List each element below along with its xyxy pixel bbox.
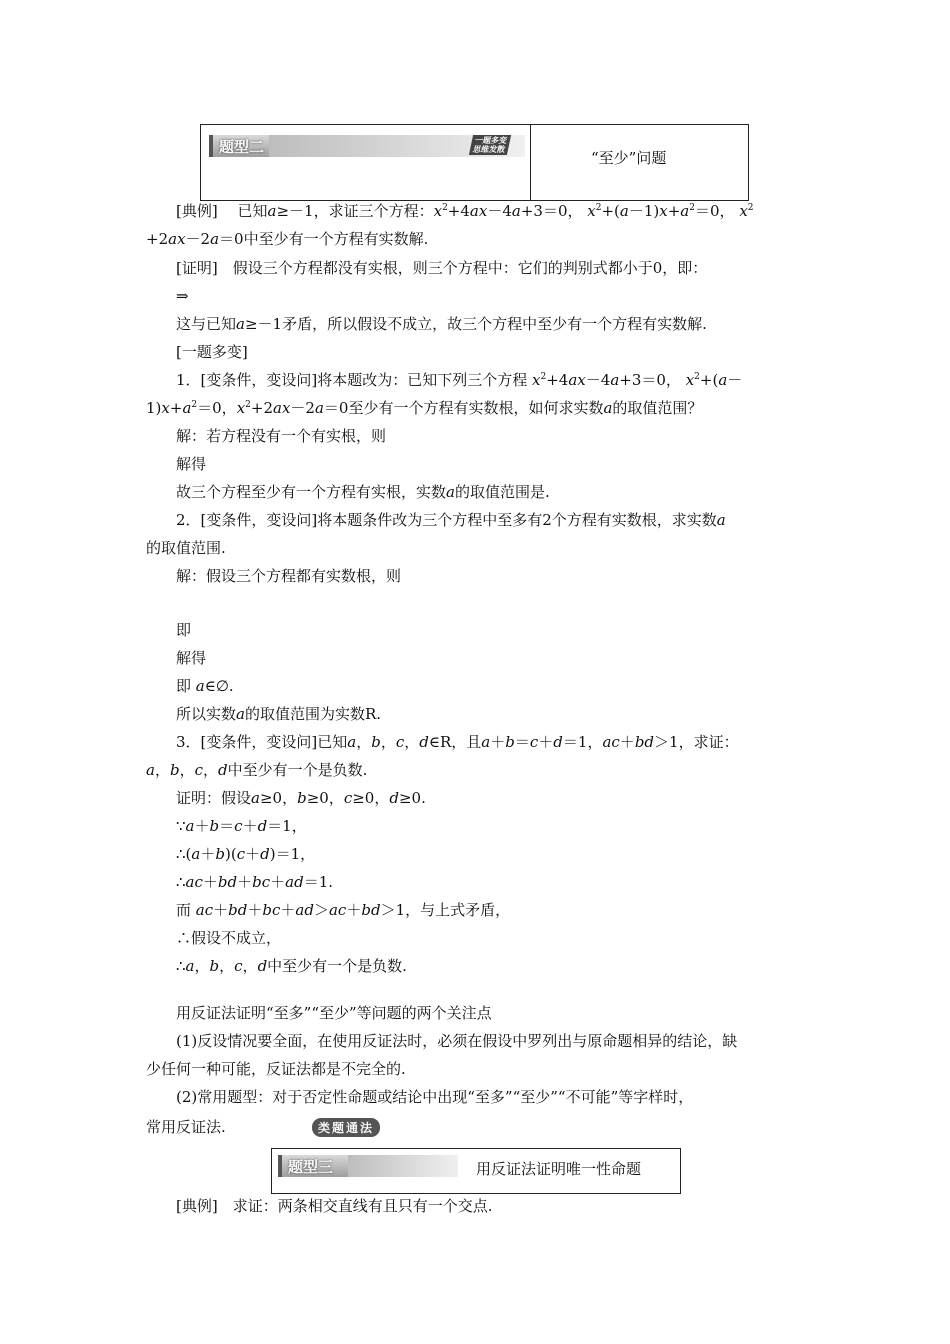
variant3-proof3: ∴(a＋b)(c＋d)＝1，: [176, 845, 316, 863]
summary-point1-b: 少任何一种可能，反证法都是不完全的.: [146, 1060, 406, 1078]
text: +: [169, 399, 183, 417]
example2-line: [176, 1196, 493, 1216]
example1-line1: [典例] 已知a≥－1，求证三个方程：$x^2+4ax-4a+3=0$， $x^2+(a-1)x+a^2=0$， $x^2$: [176, 202, 754, 220]
text: －2: [290, 399, 315, 417]
text: +(: [601, 202, 620, 220]
text: ≥0，: [352, 789, 390, 807]
variant2-line1: 2．[变条件，变设问]将本题条件改为三个方程中至多有2个方程有实数根，求实数a: [176, 511, 726, 529]
text: ＝0，: [197, 399, 237, 417]
badge-line-1: 一题多变: [474, 136, 508, 145]
variant3-proof2: ∵a＋b＝c＋d＝1，: [176, 817, 307, 835]
text: 3．[变条件，变设问]已知: [176, 733, 348, 751]
text: ＝1，: [275, 845, 316, 863]
text: －4: [487, 202, 512, 220]
text: 这与已知: [176, 315, 237, 333]
text: ∈R，且: [428, 733, 482, 751]
text: 2．[变条件，变设问]将本题条件改为三个方程中至多有2个方程有实数根，求实数: [176, 511, 717, 529]
text: 已知: [237, 202, 268, 220]
variant3-proof6: ∴假设不成立，: [176, 929, 282, 947]
variant1-solution2: 解得: [176, 455, 207, 473]
text: +2: [250, 399, 274, 417]
text: 的取值范围？: [612, 399, 703, 417]
variant3-proof7: ∴a，b，c，d中至少有一个是负数.: [176, 957, 407, 975]
text: +: [667, 202, 681, 220]
text: 的取值范围是.: [454, 483, 550, 501]
proof-text: 假设三个方程都没有实根，则三个方程中：它们的判别式都小于0，即：: [232, 259, 708, 277]
variant1-solution1: 解：若方程没有一个有实根，则: [176, 427, 387, 445]
type-two-label: 题型二: [219, 138, 265, 156]
summary-point1-a: (1)反设情况要全面，在使用反证法时，必须在假设中罗列出与原命题相异的结论，缺: [176, 1032, 738, 1050]
variation-badge: [469, 135, 511, 155]
text: ≥0，: [259, 789, 298, 807]
badge-line-2: 思维发散: [472, 145, 506, 154]
text: 中至少有一个是负数.: [227, 761, 368, 779]
text: 所以实数: [176, 705, 237, 723]
proof-line: [176, 258, 707, 278]
type-two-divider: [530, 124, 531, 201]
variant3-line2: a，b，c，d中至少有一个是负数.: [146, 761, 368, 779]
example-label: [典例]: [176, 1197, 218, 1215]
summary-point2-b: 常用反证法.: [146, 1118, 226, 1136]
type-three-header-box: [271, 1148, 681, 1194]
variant1-line2: $1)x+a^2=0$，$x^2+2ax-2a=0$至少有一个方程有实数根，如何求实数a的取值范围？: [146, 399, 703, 417]
variant3-proof4: ∴ac＋bd＋bc＋ad＝1.: [176, 873, 334, 891]
text: －2: [185, 230, 211, 248]
type-three-title: 用反证法证明唯一性命题: [476, 1160, 642, 1178]
text: +4: [546, 371, 569, 389]
summary-point2-a: (2)常用题型：对于否定性命题或结论中出现“至多”“至少”“不可能”等字样时，: [176, 1088, 694, 1106]
text: 故三个方程至少有一个方程有实根，实数: [176, 483, 447, 501]
variant2-solution4: 即 a∈∅.: [176, 677, 234, 695]
text: 即: [176, 677, 192, 695]
method-pill: 类题通法: [312, 1118, 380, 1137]
variant2-solution5: 所以实数a的取值范围为实数R.: [176, 705, 382, 723]
text: 中至少有一个是负数.: [267, 957, 407, 975]
text: －1): [628, 202, 660, 220]
variant3-line1: 3．[变条件，变设问]已知a，b，c，d∈R，且a＋b＝c＋d＝1，ac＋bd＞1，求证：: [176, 733, 739, 751]
text: ∈∅.: [204, 677, 234, 695]
text: 1．[变条件，变设问]将本题改为：已知下列三个方程: [176, 371, 528, 389]
variant1-line1: 1．[变条件，变设问]将本题改为：已知下列三个方程 $x^2+4ax-4a+3=0$， $x^2+(a-$: [176, 371, 743, 389]
text: +3＝0，: [520, 202, 583, 220]
variants-heading: [一题多变]: [176, 343, 248, 361]
proof-label: [证明]: [176, 259, 218, 277]
text: 而: [176, 901, 192, 919]
text: +4: [447, 202, 470, 220]
summary-heading: 用反证法证明“至多”“至少”等问题的两个关注点: [176, 1004, 492, 1022]
type-three-tag: [278, 1155, 458, 1177]
text: +3＝0，: [619, 371, 681, 389]
text: ＝0，: [694, 202, 735, 220]
type-two-title: “至少”问题: [591, 149, 667, 167]
example-text: 求证：两条相交直线有且只有一个交点.: [232, 1197, 493, 1215]
text: 1): [146, 399, 162, 417]
text: 证明：假设: [176, 789, 252, 807]
text: ＝: [514, 733, 530, 751]
example1-line2: +2ax－2a＝0中至少有一个方程有实数解.: [146, 230, 429, 248]
text: －4: [585, 371, 611, 389]
tag-fade: [348, 1155, 458, 1177]
text: ＝0中至少有一个方程有实数解.: [219, 230, 429, 248]
text: －: [727, 371, 743, 389]
variant1-solution3: 故三个方程至少有一个方程有实根，实数a的取值范围是.: [176, 483, 550, 501]
text: ＞1，求证：: [654, 733, 739, 751]
type-two-header-box: [200, 124, 749, 201]
variant3-proof5: 而 ac＋bd＋bc＋ad＞ac＋bd＞1，与上式矛盾，: [176, 901, 511, 919]
text: ≥0.: [398, 789, 426, 807]
type-two-tag: [209, 135, 525, 157]
text: ＝1，: [562, 733, 603, 751]
conclusion-line: 这与已知a≥－1矛盾，所以假设不成立，故三个方程中至少有一个方程有实数解.: [176, 315, 707, 333]
text: ≥－1矛盾，所以假设不成立，故三个方程中至少有一个方程有实数解.: [244, 315, 707, 333]
variant2-line2: 的取值范围.: [146, 539, 226, 557]
implies-arrow: ⇒: [176, 287, 189, 305]
text: ＝0至少有一个方程有实数根，如何求实数: [323, 399, 604, 417]
text: ＝1.: [303, 873, 334, 891]
text: ＝1，: [267, 817, 307, 835]
variant2-solution2: 即: [176, 621, 192, 639]
text: +(: [699, 371, 719, 389]
text: ≥0，: [306, 789, 344, 807]
text: ≥－1，求证三个方程：: [276, 202, 434, 220]
variant3-proof1: 证明：假设a≥0，b≥0，c≥0，d≥0.: [176, 789, 426, 807]
type-three-label: 题型三: [288, 1158, 334, 1176]
text: +2: [146, 230, 169, 248]
variant2-solution1: 解：假设三个方程都有实数根，则: [176, 567, 402, 585]
example-label: [典例]: [176, 202, 218, 220]
variant2-solution3: 解得: [176, 649, 207, 667]
text: 的取值范围为实数R.: [244, 705, 382, 723]
text: ＞1，与上式矛盾，: [380, 901, 511, 919]
